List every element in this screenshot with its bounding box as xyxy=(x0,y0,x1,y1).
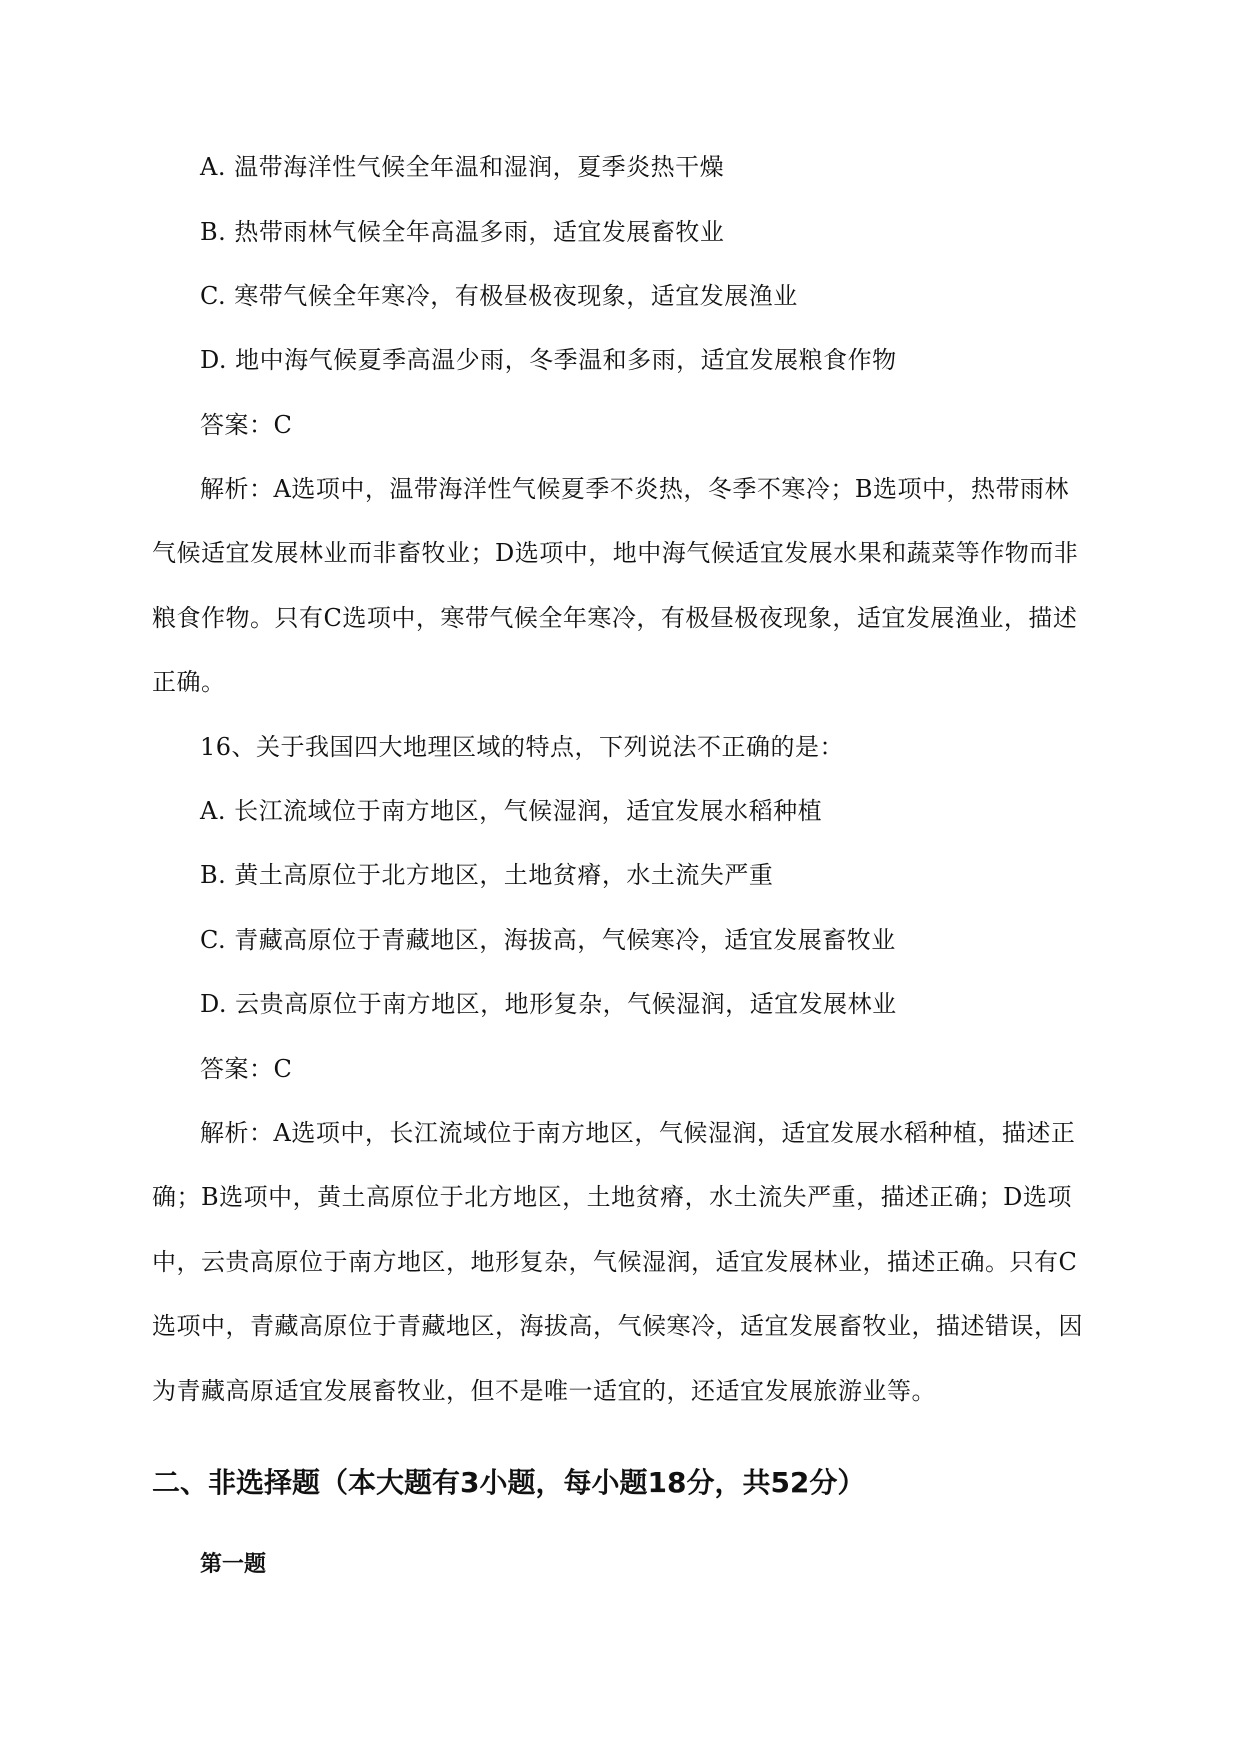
q15-option-b: B. 热带雨林气候全年高温多雨，适宜发展畜牧业 xyxy=(200,218,725,246)
q16-option-b: B. 黄土高原位于北方地区，土地贫瘠，水土流失严重 xyxy=(200,861,774,889)
q16-analysis-line-3: 中，云贵高原位于南方地区，地形复杂，气候湿润，适宜发展林业，描述正确。只有C xyxy=(152,1248,1078,1276)
q16-option-a: A. 长江流域位于南方地区，气候湿润，适宜发展水稻种植 xyxy=(200,797,823,825)
q15-option-d: D. 地中海气候夏季高温少雨，冬季温和多雨，适宜发展粮食作物 xyxy=(200,346,897,374)
q15-analysis-line-4: 正确。 xyxy=(152,668,226,696)
q15-analysis-line-3: 粮食作物。只有C选项中，寒带气候全年寒冷，有极昼极夜现象，适宜发展渔业，描述 xyxy=(152,604,1078,632)
q16-option-d: D. 云贵高原位于南方地区，地形复杂，气候湿润，适宜发展林业 xyxy=(200,990,897,1018)
q15-analysis-line-2: 气候适宜发展林业而非畜牧业；D选项中，地中海气候适宜发展水果和蔬菜等作物而非 xyxy=(152,539,1079,567)
q16-analysis-line-2: 确；B选项中，黄土高原位于北方地区，土地贫瘠，水土流失严重，描述正确；D选项 xyxy=(152,1183,1072,1211)
q16-stem: 16、关于我国四大地理区域的特点，下列说法不正确的是： xyxy=(200,733,845,761)
q15-answer: 答案：C xyxy=(200,411,293,439)
q16-analysis-line-5: 为青藏高原适宜发展畜牧业，但不是唯一适宜的，还适宜发展旅游业等。 xyxy=(152,1377,936,1405)
q16-analysis-line-4: 选项中，青藏高原位于青藏地区，海拔高，气候寒冷，适宜发展畜牧业，描述错误，因 xyxy=(152,1312,1083,1340)
first-question-heading: 第一题 xyxy=(200,1552,267,1577)
q15-option-a: A. 温带海洋性气候全年温和湿润，夏季炎热干燥 xyxy=(200,153,725,181)
q16-analysis-line-1: 解析：A选项中，长江流域位于南方地区，气候湿润，适宜发展水稻种植，描述正 xyxy=(200,1119,1076,1147)
q16-answer: 答案：C xyxy=(200,1055,293,1083)
q15-option-c: C. 寒带气候全年寒冷，有极昼极夜现象，适宜发展渔业 xyxy=(200,282,798,310)
q15-analysis-line-1: 解析：A选项中，温带海洋性气候夏季不炎热，冬季不寒冷；B选项中，热带雨林 xyxy=(200,475,1069,503)
q16-option-c: C. 青藏高原位于青藏地区，海拔高，气候寒冷，适宜发展畜牧业 xyxy=(200,926,896,954)
section-2-heading: 二、非选择题（本大题有3小题，每小题18分，共52分） xyxy=(152,1466,866,1499)
